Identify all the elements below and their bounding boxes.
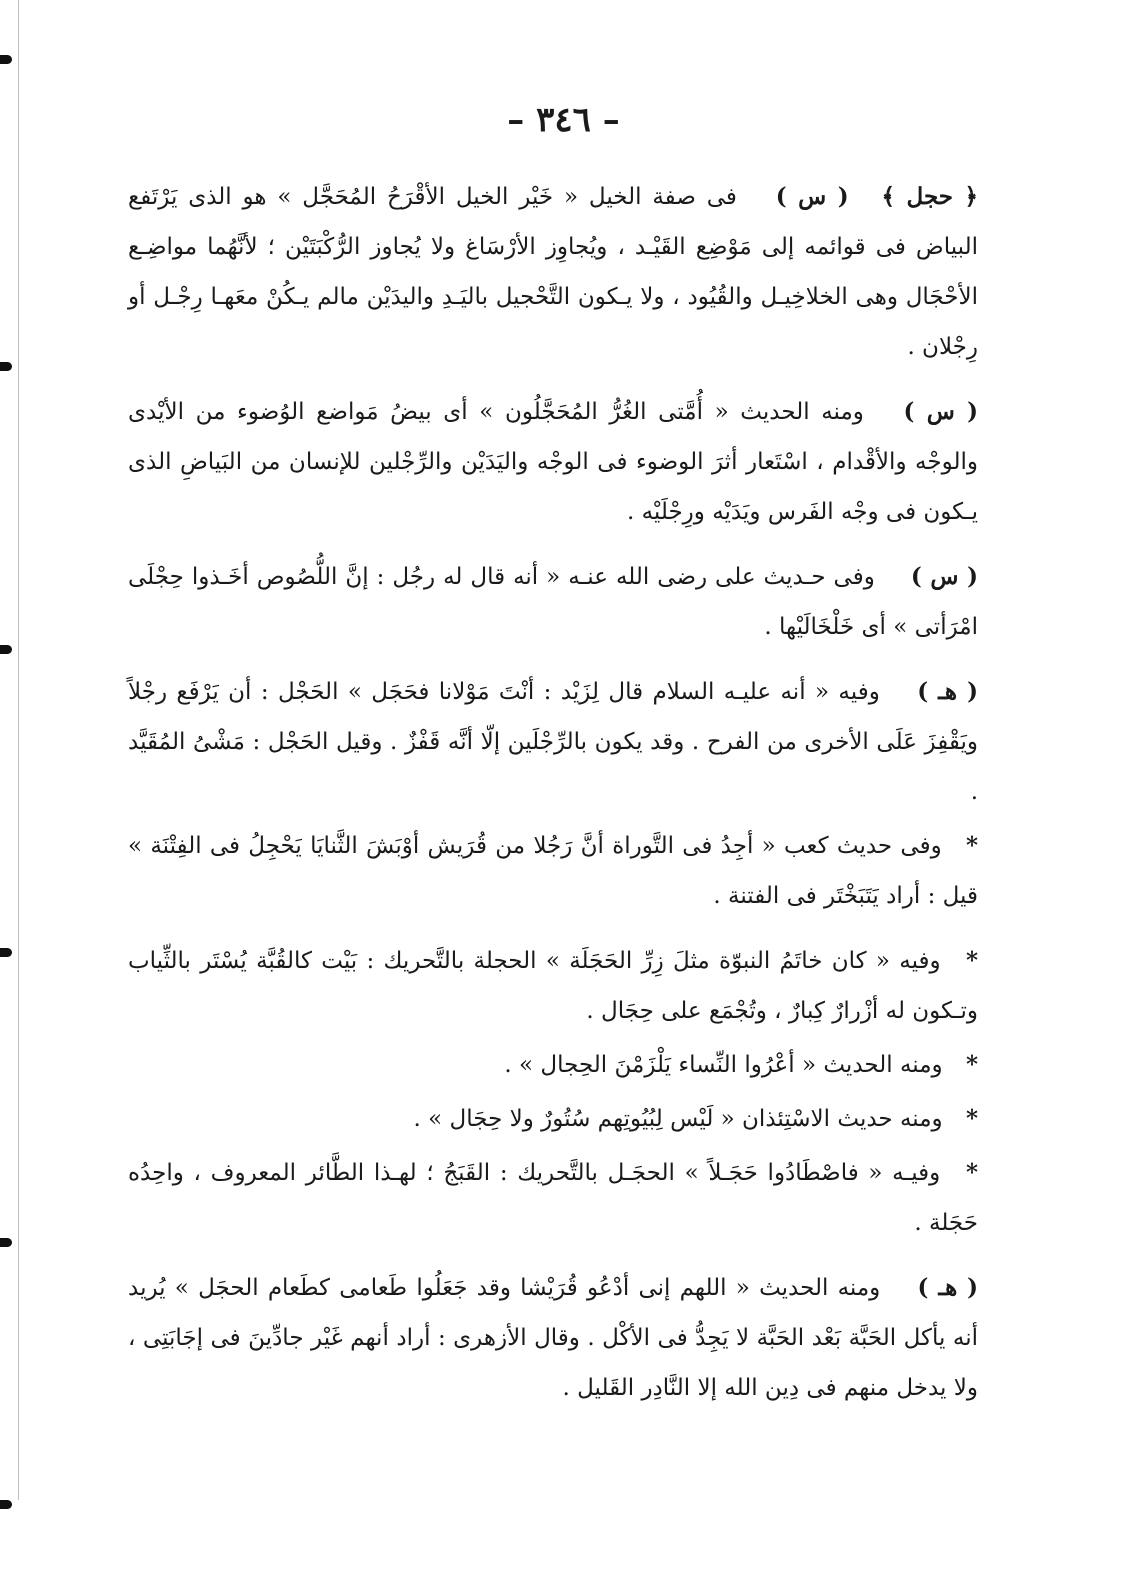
source-tag: ( هـ ) xyxy=(917,1274,979,1301)
binding-mark xyxy=(0,362,12,371)
entry-text: وفيه « كان خاتَمُ النبوّة مثلَ زِرِّ الحَجَلَة » الحجلة بالتَّحريك : بَيْت كالقُبَّة يُسْتَر بالثِّياب وتـكون له أزْرارٌ كِبارٌ ، وتُجْمَع على حِجَال . xyxy=(128,948,978,1024)
source-tag: ( هـ ) xyxy=(917,678,978,705)
entry-paragraph xyxy=(128,1263,978,1413)
asterisk-marker: * xyxy=(965,947,978,974)
binding-mark xyxy=(0,55,12,64)
entry-headword: ﴿ حجل ﴾ xyxy=(881,183,979,210)
binding-mark xyxy=(0,1238,12,1247)
entry-paragraph xyxy=(128,821,978,921)
asterisk-marker: * xyxy=(965,1105,978,1132)
entry-text: ومنه الحديث « أعْرُوا النِّساء يَلْزَمْنَ الحِجال » . xyxy=(504,1052,943,1078)
entry-text: وفى حـديث على رضى الله عنـه « أنه قال له رجُل : إنَّ اللُّصُوص أخَـذوا حِجْلَى امْرَأتى » أى خَلْخَالَيْها . xyxy=(128,564,978,640)
entry-paragraph xyxy=(128,667,978,817)
entry-text: ومنه الحديث « اللهم إنى أدْعُو قُرَيْشا وقد جَعَلُوا طَعامى كطَعام الحجَل » يُريد أنه يأكل الحَبَّة بَعْد الحَبَّة لا يَجِدُّ فى الأكْل . وقال الأزهرى : أراد أنهم غَيْر جادِّينَ فى إجَابَتِى ، ولا يدخل منهم فى دِين الله إلا النَّادِر القَليل . xyxy=(128,1275,978,1401)
entry-paragraph xyxy=(128,1094,978,1144)
entry-paragraph xyxy=(128,172,978,372)
page-edge-rule xyxy=(18,0,19,1500)
binding-mark xyxy=(0,645,12,654)
dictionary-text xyxy=(128,172,978,1428)
entry-paragraph xyxy=(128,1040,978,1090)
asterisk-marker: * xyxy=(965,832,978,859)
source-tag: ( س ) xyxy=(903,398,979,425)
binding-mark xyxy=(0,1500,12,1509)
entry-text: وفيه « أنه عليـه السلام قال لِزَيْد : أنْتَ مَوْلانا فحَجَل » الحَجْل : أن يَرْفَع رجْلاً ويَقْفِزَ عَلَى الأخرى من الفرح . وقد يكون بالرِّجْلَين إلّا أنَّه قَفْزٌ . وقيل الحَجْل : مَشْىُ المُقَيَّد . xyxy=(128,679,978,805)
entry-text: ومنه الحديث « أُمَّتى الغُرُّ المُحَجَّلُون » أى بيضُ مَواضع الوُضوء من الأيْدى والوجْه والأقْدام ، اسْتَعار أثرَ الوضوء فى الوجْه واليَدَيْن والرِّجْلين للإنسان من البَياضِ الذى يـكون فى وجْه الفَرس ويَدَيْه ورِجْلَيْه . xyxy=(128,399,978,525)
page-number: – ٣٤٦ – xyxy=(507,100,620,140)
asterisk-marker: * xyxy=(965,1159,978,1186)
entry-text: وفيـه « فاصْطَادُوا حَجَـلاً » الحجَـل بالتَّحريك : القَبَجُ ؛ لهـذا الطَّائر المعروف ، واحِدُه حَجَلة . xyxy=(128,1160,978,1236)
entry-paragraph xyxy=(128,936,978,1036)
entry-paragraph xyxy=(128,1148,978,1248)
entry-text: وفى حديث كعب « أجِدُ فى التَّوراة أنَّ رَجُلا من قُرَيش أوْبَشَ الثَّنايَا يَحْجِلُ فى الفِتْنَة » قيل : أراد يَتَبَخْتَر فى الفتنة . xyxy=(128,833,978,909)
asterisk-marker: * xyxy=(965,1051,978,1078)
entry-paragraph xyxy=(128,387,978,537)
source-tag: ( س ) xyxy=(910,563,979,590)
source-tag: ( س ) xyxy=(775,183,849,210)
entry-text: فى صفة الخيل « خَيْر الخيل الأقْرَحُ المُحَجَّل » هو الذى يَرْتَفع البياض فى قوائمه إلى مَوْضِع القَيْـد ، ويُجاوِز الأرْسَاغ ولا يُجاوز الرُّكْبَتَيْن ؛ لأنَّهُما مواضِـع الأحْجَال وهى الخلاخِيـل والقُيُود ، ولا يـكون التَّحْجيل باليَـدِ واليدَيْن مالم يـكُنْ معَهـا رِجْـل أو رِجْلان . xyxy=(128,184,978,360)
binding-mark xyxy=(0,948,12,957)
entry-text: ومنه حديث الاسْتِئذان « لَيْس لِبُيُوتِهم سُتُورٌ ولا حِجَال » . xyxy=(413,1106,943,1132)
entry-paragraph xyxy=(128,552,978,652)
